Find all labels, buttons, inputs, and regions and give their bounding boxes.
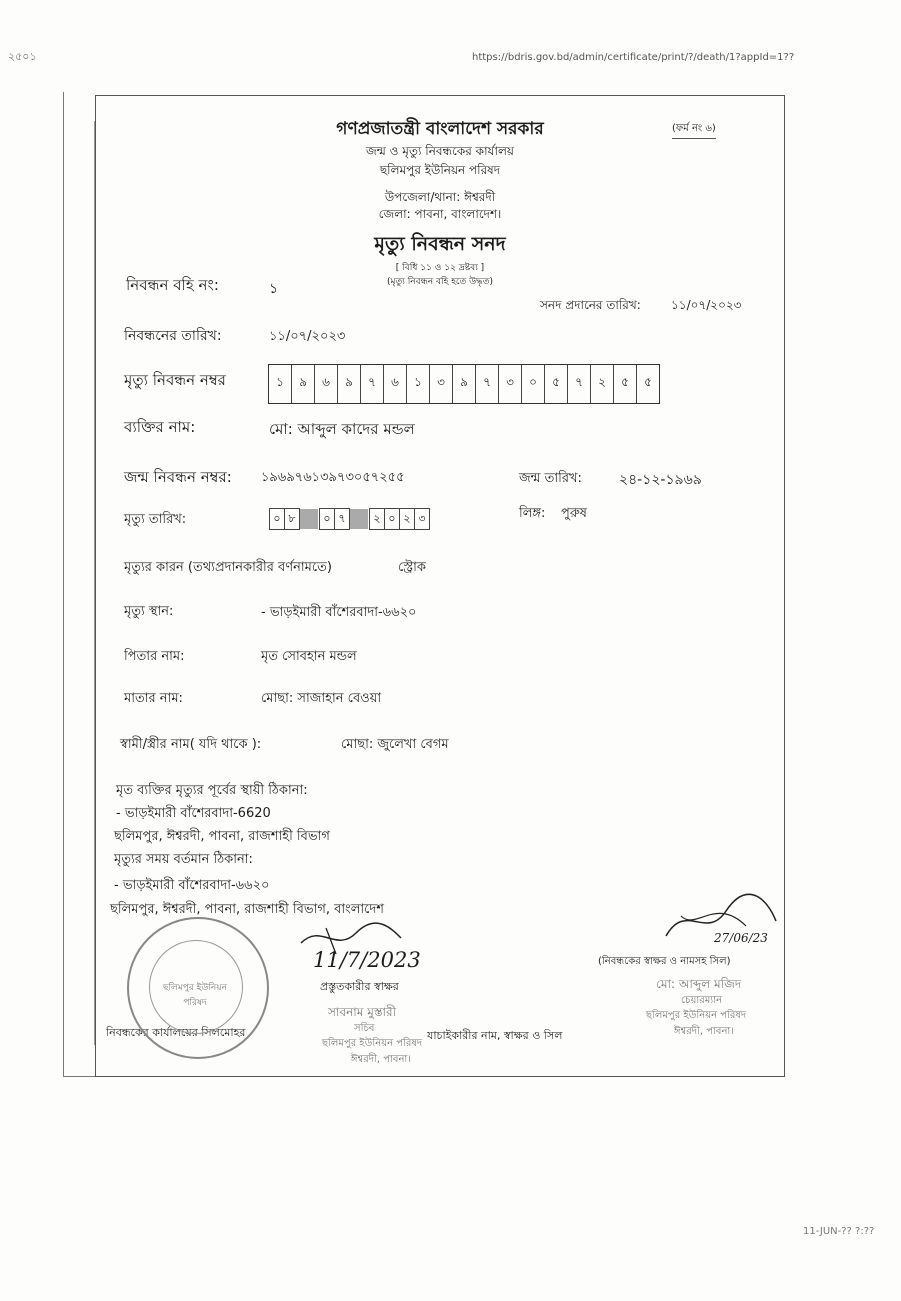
person-name-value: মো: আব্দুল কাদের মন্ডল [269,420,415,438]
death-date-digit: ৭ [334,508,350,530]
office-name: জন্ম ও মৃত্যু নিবন্ধকের কার্যালয় [366,144,514,158]
registration-digit: ৬ [384,365,407,403]
preparer-stamp-place: ঈশ্বরদী, পাবনা। [351,1054,411,1065]
registrar-stamp-title: চেয়ারম্যান [681,995,723,1006]
mother-name-value: মোছা: সাজাহান বেওয়া [261,691,382,706]
registration-digit: ৯ [292,365,315,403]
registration-digit: ৩ [430,365,453,403]
source-note: (মৃত্যু নিবন্ধন বহি হতে উদ্ধৃত) [386,277,494,287]
registration-digit: ৩ [499,365,522,403]
district: জেলা: পাবনা, বাংলাদেশ। [378,207,502,221]
issue-date-label: সনদ প্রদানের তারিখ: [540,298,641,312]
cause-of-death-label: মৃত্যুর কারন (তথ্যপ্রদানকারীর বর্ণনামতে) [124,560,332,575]
spouse-name-value: মোছা: জুলেখা বেগম [341,737,449,752]
death-date-digit: ০ [269,508,285,530]
death-date-digit: ০ [319,508,335,530]
father-name-label: পিতার নাম: [124,649,185,664]
rule-reference: [ বিধি ১১ ও ১২ দ্রষ্টব্য ] [395,263,485,273]
registration-digit: ২ [591,365,614,403]
death-date-digit: ৩ [414,508,430,530]
death-date-separator [300,509,318,529]
registration-date-value: ১১/০৭/২০২৩ [269,329,346,344]
registration-digit: ৯ [338,365,361,403]
registration-digit: ৫ [545,365,568,403]
registration-digit: ১ [269,365,292,403]
book-number-value: ১ [269,281,279,297]
preparer-stamp-name: সাবনাম মুস্তারী [328,1005,397,1019]
date-of-birth-value: ২৪-১২-১৯৬৯ [619,472,702,488]
book-number-label: নিবন্ধন বহি নং: [126,276,219,294]
certificate-title: মৃত্যু নিবন্ধন সনদ [374,233,506,255]
permanent-address-line1: - ভাড়ইমারী বাঁশেরবাদা-6620 [116,806,271,821]
preparer-signature-label: প্রস্তুতকারীর স্বাক্ষর [320,980,399,993]
preparer-stamp-title: সচিব [354,1023,375,1034]
registration-digit: ৯ [453,365,476,403]
death-date-digit: ২ [399,508,415,530]
registration-digit: ০ [522,365,545,403]
registration-digit: ৭ [361,365,384,403]
registration-digit: ৫ [644,375,652,389]
registrar-stamp-name: মো: আব্দুল মজিদ [656,977,742,991]
death-date-digit: ৮ [284,508,300,530]
preparer-stamp-office: ছলিমপুর ইউনিয়ন পরিষদ [322,1038,423,1049]
government-title: গণপ্রজাতন্ত্রী বাংলাদেশ সরকার [336,119,544,139]
verifier-label: যাচাইকারীর নাম, স্বাক্ষর ও সিল [427,1029,563,1042]
cause-of-death-value: স্ট্রোক [398,560,426,575]
preparer-sign-date: 11/7/2023 [313,948,421,972]
registration-digit: ৭ [476,365,499,403]
permanent-address-label: মৃত ব্যক্তির মৃত্যুর পূর্বের স্থায়ী ঠিকানা: [116,783,308,798]
union-name: ছলিমপুর ইউনিয়ন পরিষদ [379,163,501,177]
seal-text: ছলিমপুর ইউনিয়ন পরিষদ [163,983,227,1008]
death-date-digit: ০ [384,508,400,530]
person-name-label: ব্যক্তির নাম: [124,418,196,436]
upazila: উপজেলা/থানা: ঈশ্বরদী [384,190,496,204]
death-date-boxes [269,508,429,530]
sex-value: পুরুষ [561,506,587,521]
spouse-name-label: স্বামী/স্ত্রীর নাম( যদি থাকে ): [120,737,262,752]
permanent-address-line2: ছলিমপুর, ঈশ্বরদী, পাবনা, রাজশাহী বিভাগ [114,829,330,844]
registration-digit: ১ [407,365,430,403]
death-date-label: মৃত্যু তারিখ: [124,512,187,527]
current-address-line2: ছলিমপুর, ঈশ্বরদী, পাবনা, রাজশাহী বিভাগ, বাংলাদেশ [110,902,384,917]
place-of-death-label: মৃত্যু স্থান: [124,604,174,619]
page-edge [63,92,69,1077]
footer-stamp: 11-JUN-?? ?:?? [803,1226,875,1237]
issue-date-value: ১১/০৭/২০২৩ [671,298,742,312]
registration-digit: ৫ [614,365,637,403]
office-seal-label: নিবন্ধকের কার্যালয়ের সিলমোহর [106,1026,246,1039]
registrar-sign-date: 27/06/23 [714,931,768,945]
registration-digit: ৬ [315,365,338,403]
father-name-value: মৃত সোবহান মন্ডল [261,649,357,664]
birth-registration-label: জন্ম নিবন্ধন নম্বর: [124,468,232,486]
date-of-birth-label: জন্ম তারিখ: [519,471,582,486]
death-date-digit: ২ [369,508,385,530]
current-address-label: মৃত্যুর সময় বর্তমান ঠিকানা: [114,852,253,867]
form-number: (ফর্ম নং ৬) [672,121,716,139]
birth-registration-value: ১৯৬৯৭৬১৩৯৭৩০৫৭২৫৫ [261,470,405,485]
sex-label: লিঙ্গ: [519,506,546,521]
registrar-stamp-place: ঈশ্বরদী, পাবনা। [674,1026,734,1037]
death-registration-number-boxes [268,364,660,404]
print-url: https://bdris.gov.bd/admin/certificate/print/?/death/1?appId=1?? [472,52,795,63]
death-date-separator [350,509,368,529]
registration-digit: ৭ [568,365,591,403]
registrar-signature-label: (নিবন্ধকের স্বাক্ষর ও নামসহ সিল) [598,956,731,967]
death-registration-number-label: মৃত্যু নিবন্ধন নম্বর [124,371,226,389]
registrar-stamp-office: ছলিমপুর ইউনিয়ন পরিষদ [646,1010,747,1021]
current-address-line1: - ভাড়ইমারী বাঁশেরবাদা-৬৬২০ [114,878,270,893]
mother-name-label: মাতার নাম: [124,691,183,706]
place-of-death-value: - ভাড়ইমারী বাঁশেরবাদা-৬৬২০ [261,605,417,620]
registration-date-label: নিবন্ধনের তারিখ: [124,328,222,344]
page-number: ২৫০১ [8,50,37,63]
